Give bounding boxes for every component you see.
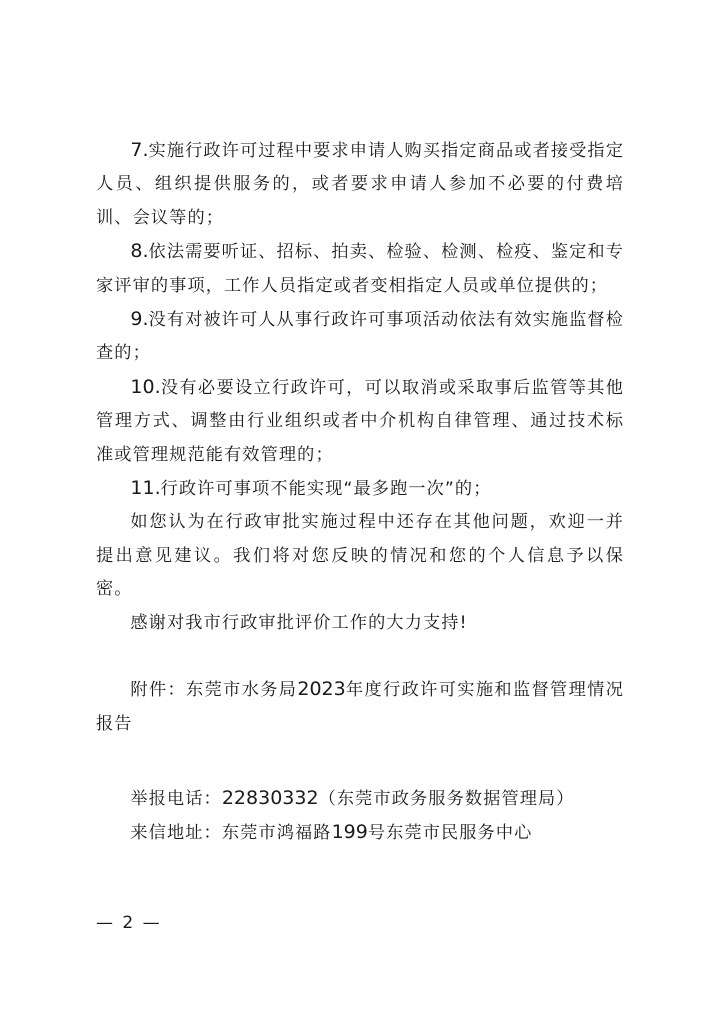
item-text: 实施行政许可过程中要求申请人购买指定商品或者接受指定人员、组织提供服务的，或者要求申请人参加不必要的付费培训、会议等的； [96,141,625,228]
document-body [96,134,624,851]
item-number: 7. [130,139,149,161]
item-text: 没有必要设立行政许可，可以取消或采取事后监管等其他管理方式、调整由行业组织或者中介机构自律管理、通过技术标准或管理规范能有效管理的； [96,377,624,465]
list-item-11 [96,472,624,506]
mail-address [96,816,624,850]
report-phone [96,782,624,816]
list-item-9 [96,303,624,371]
item-number: 11. [130,477,161,500]
list-item-10 [96,371,624,472]
phone-note: （东莞市政务服务数据管理局） [318,788,575,809]
page-number: — 2 — [96,913,162,933]
thanks-line: 感谢对我市行政审批评价工作的大力支持! [130,612,468,633]
item-number: 10. [130,375,161,398]
list-item-8 [96,235,624,303]
spacer [96,741,624,782]
spacer [96,640,624,673]
item-number: 9. [130,308,149,331]
item-number: 8. [130,240,149,263]
list-item-7 [96,134,624,235]
attachment-line [96,673,624,741]
item-text: 行政许可事项不能实现“最多跑一次”的； [160,479,492,500]
closing-paragraph: 如您认为在行政审批实施过程中还存在其他问题，欢迎一并提出意见建议。我们将对您反映的情况和您的个人信息予以保密。 [96,512,624,600]
attachment-year: 2023 [297,678,346,701]
address-number: 199 [331,821,368,844]
attachment-title: 年度行政许可实施和监督管理情况报告 [96,680,624,734]
item-text: 依法需要听证、招标、拍卖、检验、检测、检疫、鉴定和专家评审的事项，工作人员指定或者变相指定人员或单位提供的； [96,242,625,296]
phone-number: 22830332 [221,786,319,809]
phone-label: 举报电话： [130,788,222,809]
item-text: 没有对被许可人从事行政许可事项活动依法有效实施监督检查的； [96,310,625,364]
attachment-label: 附件：东莞市水务局 [130,680,298,701]
address-rest: 号东莞市民服务中心 [367,823,533,844]
address-label: 来信地址：东莞市鸿福路 [130,823,332,844]
